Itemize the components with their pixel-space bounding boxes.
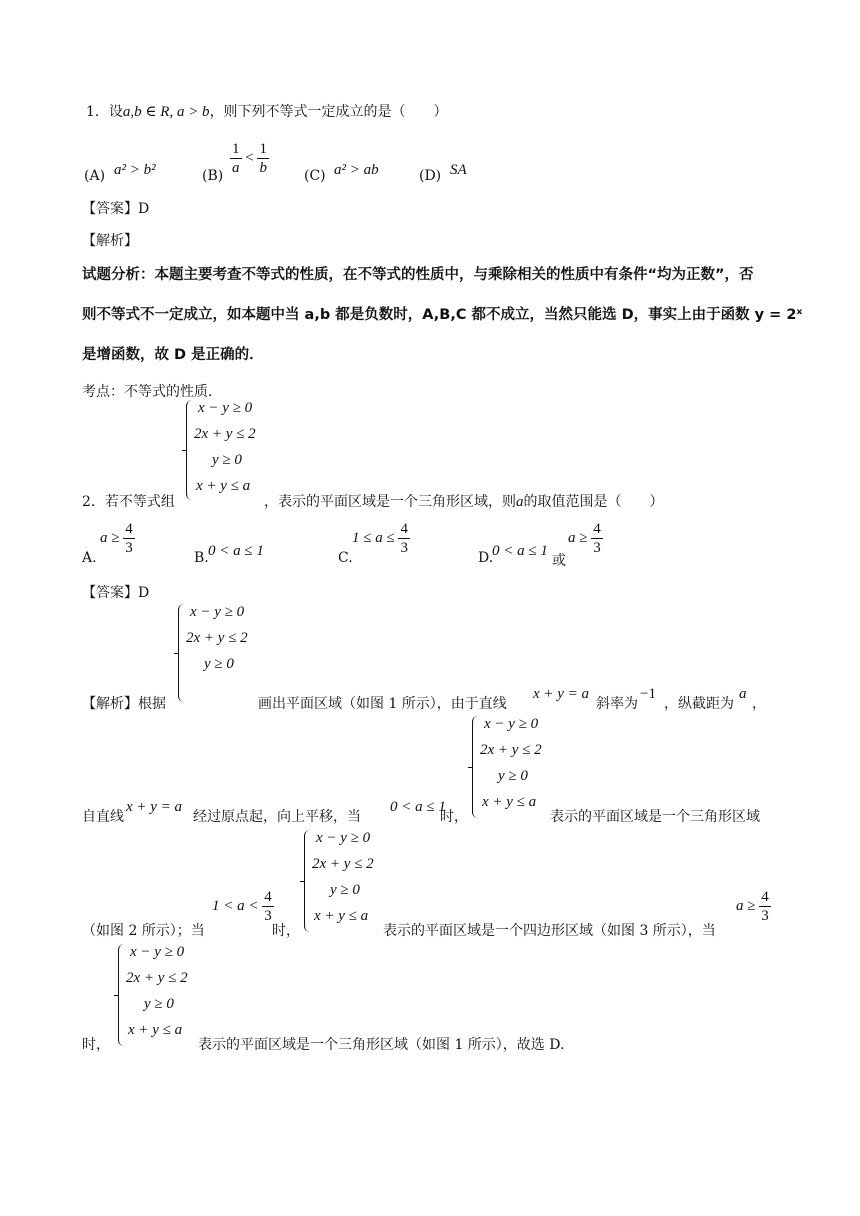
q2-system-p4	[118, 944, 208, 1048]
q2-p3-cond	[212, 888, 274, 925]
q1-option-a	[84, 168, 105, 184]
q2-p1-slope: 斜率为	[596, 696, 638, 712]
q1-option-b-expr	[230, 140, 269, 177]
q2-p1-prefix: 【解析】根据	[82, 696, 166, 712]
q1-condition: a,b ∈ R, a > b	[122, 104, 210, 120]
q2-d-den: 3	[593, 540, 601, 556]
q1-option-c-expr: a² > ab	[334, 162, 379, 178]
system-row: x − y ≥ 0	[190, 604, 245, 620]
q2-option-b-label: B.	[194, 550, 209, 566]
q1-b-num1: 1	[232, 141, 240, 157]
brace	[186, 400, 195, 500]
q2-d-num: 4	[593, 521, 601, 537]
q2-p2-cond: 0 < a ≤ 1	[390, 799, 446, 815]
q2-option-b-expr: 0 < a ≤ 1	[208, 543, 264, 559]
q2-p1-intercept: ，纵截距为	[664, 696, 734, 712]
q2-option-d-or: 或	[552, 553, 566, 569]
q2-a-left: a ≥	[100, 529, 120, 546]
system-row: x + y ≤ a	[196, 478, 251, 494]
q2-p3-cond2-left: a ≥	[736, 897, 756, 914]
q2-p3-cond2	[736, 888, 771, 925]
q2-stem-var: a	[516, 494, 524, 510]
q1-option-b-label: (B)	[202, 168, 224, 184]
brace	[472, 716, 481, 818]
q2-answer: 【答案】D	[82, 585, 150, 601]
q1-b-rel: <	[245, 149, 254, 166]
q2-p4-prefix: 时，	[82, 1037, 110, 1053]
system-row: y ≥ 0	[330, 882, 360, 898]
q1-analysis-title: 【解析】	[82, 233, 138, 249]
system-row: 2x + y ≤ 2	[480, 742, 542, 758]
q2-p3-num2: 4	[761, 889, 769, 905]
q2-c-left: 1 ≤ a ≤	[352, 529, 395, 546]
q2-p1-var: a	[739, 686, 747, 702]
q1-stem-suffix: ，则下列不等式一定成立的是（ ）	[209, 104, 448, 120]
system-row: y ≥ 0	[204, 656, 234, 672]
q2-p3-num: 4	[264, 889, 272, 905]
q2-p3-den: 3	[264, 908, 272, 924]
system-row: y ≥ 0	[212, 452, 242, 468]
q1-stem	[86, 101, 448, 121]
system-row: 2x + y ≤ 2	[312, 856, 374, 872]
q2-c-den: 3	[400, 540, 408, 556]
q2-p1-line: x + y = a	[533, 686, 590, 702]
q2-p2-time: 时，	[440, 809, 468, 825]
q2-stem-end: 的取值范围是（ ）	[523, 494, 664, 510]
q1-option-d-label: (D)	[419, 168, 442, 184]
q2-a-den: 3	[125, 540, 133, 556]
system-row: x + y ≤ a	[482, 794, 537, 810]
system-row: 2x + y ≤ 2	[126, 970, 188, 986]
q2-p1-comma: ，	[752, 696, 766, 712]
q2-p2-prefix: 自直线	[82, 809, 124, 825]
q1-b-den2: b	[259, 160, 267, 176]
q2-option-d-right	[568, 520, 603, 557]
q2-p2-line: x + y = a	[126, 799, 183, 815]
q2-c-num: 4	[400, 521, 408, 537]
q2-p2-tail: 表示的平面区域是一个三角形区域	[550, 809, 760, 825]
q1-b-den1: a	[232, 160, 240, 176]
q2-stem-rest	[264, 491, 664, 511]
q2-system-p2	[472, 716, 562, 820]
system-row: x − y ≥ 0	[198, 400, 253, 416]
q1-kaodian: 考点：不等式的性质．	[82, 384, 222, 400]
q1-stem-prefix: 1．设	[86, 104, 123, 120]
system-row: y ≥ 0	[144, 996, 174, 1012]
q2-stem-suffix: ，表示的平面区域是一个三角形区域，则	[264, 494, 516, 510]
q2-option-d-left: 0 < a ≤ 1	[492, 543, 548, 559]
q2-a-num: 4	[125, 521, 133, 537]
q2-system-p3	[304, 830, 394, 934]
q2-p3-den2: 3	[761, 908, 769, 924]
q1-analysis-line3: 是增函数，故 D 是正确的．	[82, 347, 264, 363]
brace	[178, 604, 187, 702]
q2-p4-tail: 表示的平面区域是一个三角形区域（如图 1 所示），故选 D.	[198, 1037, 565, 1053]
system-row: x − y ≥ 0	[484, 716, 539, 732]
q2-d-right: a ≥	[568, 529, 588, 546]
q1-option-a-label: (A)	[84, 168, 106, 184]
q2-option-a-label: A.	[82, 550, 97, 566]
brace	[118, 944, 127, 1046]
q1-analysis-line2: 则不等式不一定成立，如本题中当 a,b 都是负数时，A,B,C 都不成立，当然只能选 D，事实上由于函数 y = 2ˣ	[82, 307, 803, 323]
q2-stem-system	[186, 400, 276, 502]
brace	[304, 830, 313, 932]
q2-p3-tail: 表示的平面区域是一个四边形区域（如图 3 所示），当	[383, 923, 716, 939]
q2-p3-time: 时，	[272, 923, 300, 939]
q2-option-a-expr	[100, 520, 135, 557]
system-row: 2x + y ≤ 2	[194, 426, 256, 442]
q2-option-c-label: C.	[338, 550, 353, 566]
q1-answer: 【答案】D	[82, 201, 150, 217]
system-row: x + y ≤ a	[128, 1022, 183, 1038]
q1-b-num2: 1	[259, 141, 267, 157]
q2-system-3rows	[178, 604, 268, 704]
system-row: 2x + y ≤ 2	[186, 630, 248, 646]
q2-p2-mid: 经过原点起，向上平移，当	[193, 809, 361, 825]
system-row: y ≥ 0	[498, 768, 528, 784]
q2-p1-mid: 画出平面区域（如图 1 所示），由于直线	[258, 696, 507, 712]
q2-stem-prefix: 2．若不等式组	[82, 494, 175, 510]
q2-p1-slope-val: −1	[640, 686, 656, 702]
q2-option-c-expr	[352, 520, 410, 557]
q1-option-c-label: (C)	[304, 168, 326, 184]
system-row: x − y ≥ 0	[130, 944, 185, 960]
system-row: x + y ≤ a	[314, 908, 369, 924]
q1-option-d-expr: SA	[450, 162, 467, 178]
q2-option-d-label: D.	[478, 550, 494, 566]
q1-option-a-expr: a² > b²	[114, 162, 156, 178]
system-row: x − y ≥ 0	[316, 830, 371, 846]
q1-analysis-line1: 试题分析：本题主要考查不等式的性质，在不等式的性质中，与乘除相关的性质中有条件“均为正数”，否	[82, 267, 754, 283]
q2-p3-cond-left: 1 < a <	[212, 897, 259, 914]
q2-p3-prefix: （如图 2 所示）；当	[82, 923, 205, 939]
